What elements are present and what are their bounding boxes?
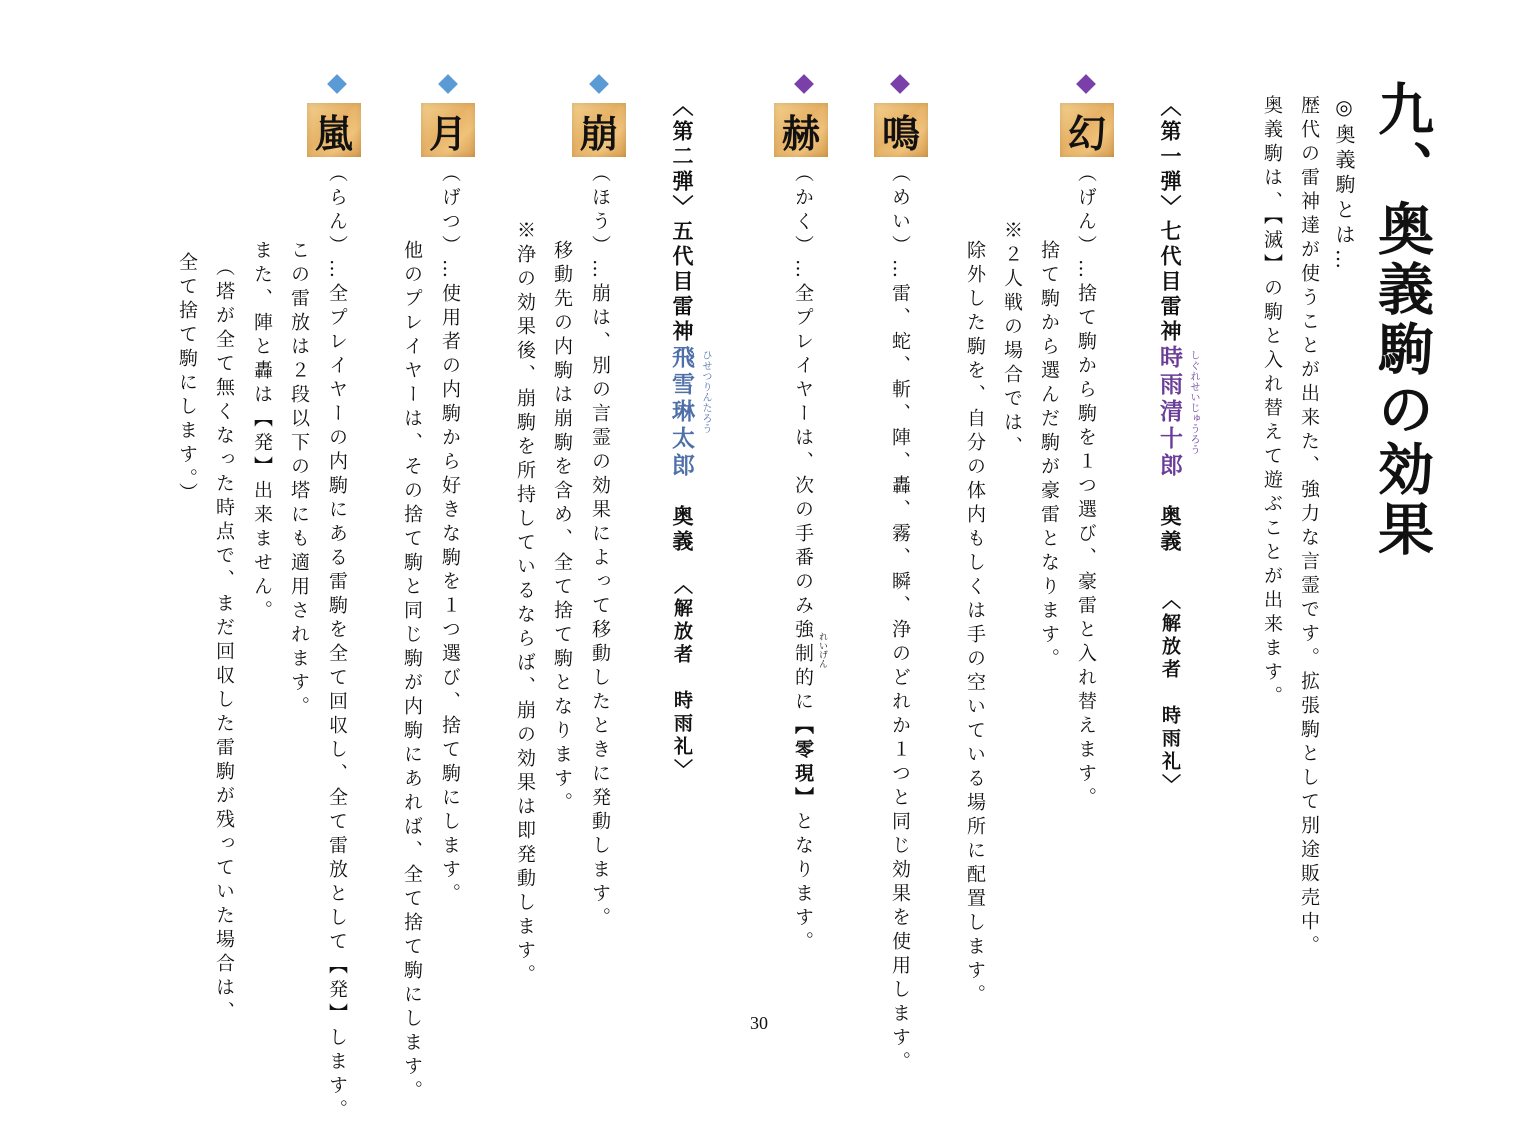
section2-name-ruby: ひせつりんたろう [700, 350, 711, 434]
kaku-highlight: 【零現】 [792, 715, 814, 811]
kaku-line-1 [793, 163, 812, 955]
piece-tile-getsu: 月 [421, 103, 475, 157]
section1-note: 〈解放者 時雨礼〉 [1159, 590, 1181, 797]
ran-line-2: この雷放は２段以下の塔にも適用されます。 [288, 240, 310, 720]
ran-line-3: また、陣と轟は【発】出来ません。 [251, 240, 273, 624]
gen-line-1: （げん）…捨て駒から駒を１つ選び、豪雷と入れ替えます。 [1075, 163, 1097, 811]
section1-label: 〈第一弾〉七代目雷神 [1158, 95, 1183, 345]
piece-tile-hou: 崩 [572, 103, 626, 157]
diamond-marker [794, 74, 814, 94]
intro-heading: ◎奥義駒とは… [1332, 95, 1356, 274]
getsu-line-1: （げつ）…使用者の内駒から好きな駒を１つ選び、捨て駒にします。 [439, 163, 461, 907]
kaku-highlight-ruby: れいげん [817, 632, 827, 668]
piece-tile-ran: 嵐 [307, 103, 361, 157]
diamond-marker [438, 74, 458, 94]
ran-line-5: 全て捨て駒にします。） [176, 252, 198, 507]
piece-tile-kaku: 赫 [774, 103, 828, 157]
section2-ougi: 奥義 [670, 505, 695, 555]
page-title: 九、奥義駒の効果 [1369, 80, 1435, 560]
ran-line-1: （らん）…全プレイヤーの内駒にある雷駒を全て回収し、全て雷放として【発】します。 [326, 163, 348, 1123]
intro-line-2: 奥義駒は、【滅】の駒と入れ替えて遊ぶことが出来ます。 [1261, 95, 1283, 710]
diamond-marker [1076, 74, 1096, 94]
gen-line-2: 捨て駒から選んだ駒が豪雷となります。 [1038, 240, 1060, 672]
getsu-line-2: 他のプレイヤーは、その捨て駒と同じ駒が内駒にあれば、全て捨て駒にします。 [401, 240, 423, 1104]
kaku-text-before: （かく）…全プレイヤーは、次の手番のみ強制的に [792, 163, 814, 715]
page-number: 30 [750, 1013, 768, 1033]
gen-line-4: 除外した駒を、自分の体内もしくは手の空いている場所に配置します。 [964, 240, 986, 1008]
kaku-text-after: となります。 [792, 811, 814, 955]
hou-line-3: ※浄の効果後、崩駒を所持しているならば、崩の効果は即発動します。 [514, 220, 536, 988]
intro-line-1: 歴代の雷神達が使うことが出来た、強力な言霊です。拡張駒として別途販売中。 [1298, 95, 1320, 959]
section2-label: 〈第二弾〉五代目雷神 [670, 95, 695, 345]
section1-ougi: 奥義 [1158, 505, 1183, 555]
section1-name-ruby: しぐれせいじゅうろう [1188, 350, 1199, 455]
mei-line-1: （めい）…雷、蛇、斬、陣、轟、霧、瞬、浄のどれか１つと同じ効果を使用します。 [889, 163, 911, 1075]
diamond-marker [327, 74, 347, 94]
piece-tile-mei: 鳴 [874, 103, 928, 157]
diamond-marker [589, 74, 609, 94]
piece-tile-gen: 幻 [1060, 103, 1114, 157]
gen-line-3: ※２人戦の場合では、 [1001, 220, 1023, 460]
hou-line-1: （ほう）…崩は、別の言霊の効果によって移動したときに発動します。 [589, 163, 611, 931]
section2-note: 〈解放者 時雨礼〉 [671, 575, 693, 782]
section1-name: 時雨清十郎 [1156, 345, 1183, 480]
diamond-marker [890, 74, 910, 94]
ran-line-4: （塔が全て無くなった時点で、まだ回収した雷駒が残っていた場合は、 [213, 257, 235, 1025]
section2-name: 飛雪琳太郎 [668, 345, 695, 480]
hou-line-2: 移動先の内駒は崩駒を含め、全て捨て駒となります。 [551, 240, 573, 816]
